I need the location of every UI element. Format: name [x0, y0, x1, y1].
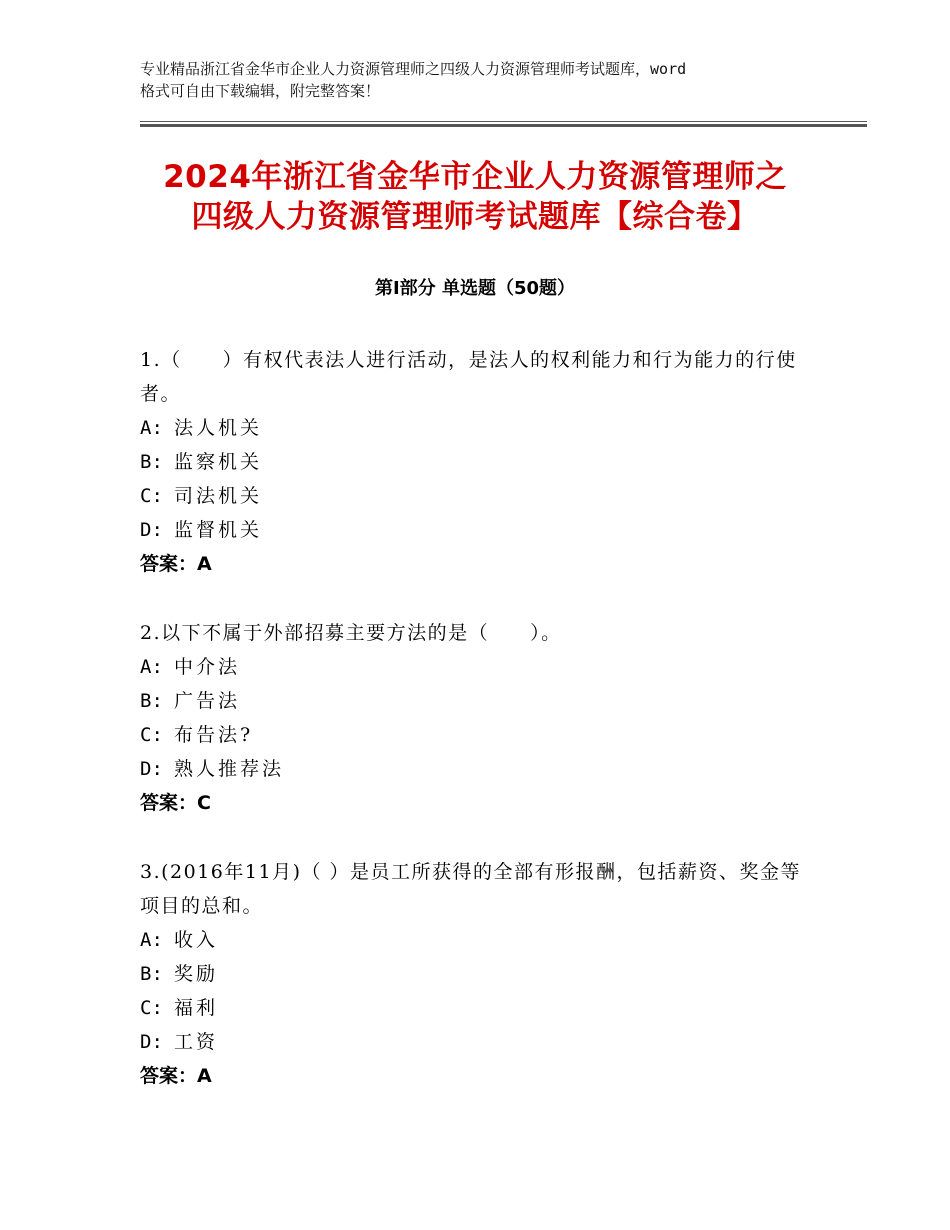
option-c [140, 718, 820, 752]
option-text: 工资 [174, 1031, 219, 1053]
option-letter: A: [140, 656, 163, 678]
option-b [140, 445, 820, 479]
option-text: 奖励 [174, 963, 219, 985]
answer-label: 答案：A [140, 1065, 212, 1087]
option-letter: D: [140, 1031, 163, 1053]
option-letter: C: [140, 997, 163, 1019]
question-stem: 1.（ ）有权代表法人进行活动，是法人的权利能力和行为能力的行使者。 [140, 349, 797, 405]
question-stem: 3.(2016年11月)（ ）是员工所获得的全部有形报酬，包括薪资、奖金等项目的总和。 [140, 861, 802, 917]
option-letter: A: [140, 929, 163, 951]
header-divider [140, 121, 867, 127]
option-c [140, 479, 820, 513]
question-stem: 2.以下不属于外部招募主要方法的是（ ）。 [140, 622, 562, 644]
option-a [140, 411, 820, 445]
option-d [140, 513, 820, 547]
option-letter: B: [140, 690, 163, 712]
option-letter: D: [140, 519, 163, 541]
header-note [140, 58, 830, 102]
document-title-line-2: 四级人力资源管理师考试题库【综合卷】 [191, 199, 759, 235]
option-text: 监督机关 [174, 519, 263, 541]
option-c [140, 991, 820, 1025]
option-d [140, 752, 820, 786]
section-heading: 第Ⅰ部分 单选题（50题） [374, 278, 575, 299]
option-text: 广告法 [174, 690, 241, 712]
header-note-line-1: 专业精品浙江省金华市企业人力资源管理师之四级人力资源管理师考试题库，word [140, 60, 687, 78]
option-a [140, 923, 820, 957]
option-text: 法人机关 [174, 417, 263, 439]
option-letter: C: [140, 724, 163, 746]
document-title [100, 157, 850, 237]
option-d [140, 1025, 820, 1059]
option-letter: B: [140, 963, 163, 985]
option-text: 布告法? [174, 724, 254, 746]
answer-label: 答案：A [140, 553, 212, 575]
option-text: 司法机关 [174, 485, 263, 507]
option-text: 中介法 [174, 656, 241, 678]
option-letter: D: [140, 758, 163, 780]
option-text: 熟人推荐法 [174, 758, 285, 780]
option-a [140, 650, 820, 684]
question-2 [140, 616, 820, 820]
option-text: 监察机关 [174, 451, 263, 473]
question-list [140, 343, 820, 1128]
option-text: 收入 [174, 929, 219, 951]
option-letter: B: [140, 451, 163, 473]
option-b [140, 957, 820, 991]
question-3 [140, 855, 820, 1093]
option-b [140, 684, 820, 718]
header-note-line-2: 格式可自由下载编辑，附完整答案！ [140, 82, 381, 100]
option-letter: C: [140, 485, 163, 507]
document-title-line-1: 2024年浙江省金华市企业人力资源管理师之 [163, 159, 787, 195]
question-1 [140, 343, 820, 581]
option-letter: A: [140, 417, 163, 439]
option-text: 福利 [174, 997, 219, 1019]
answer-label: 答案：C [140, 792, 211, 814]
